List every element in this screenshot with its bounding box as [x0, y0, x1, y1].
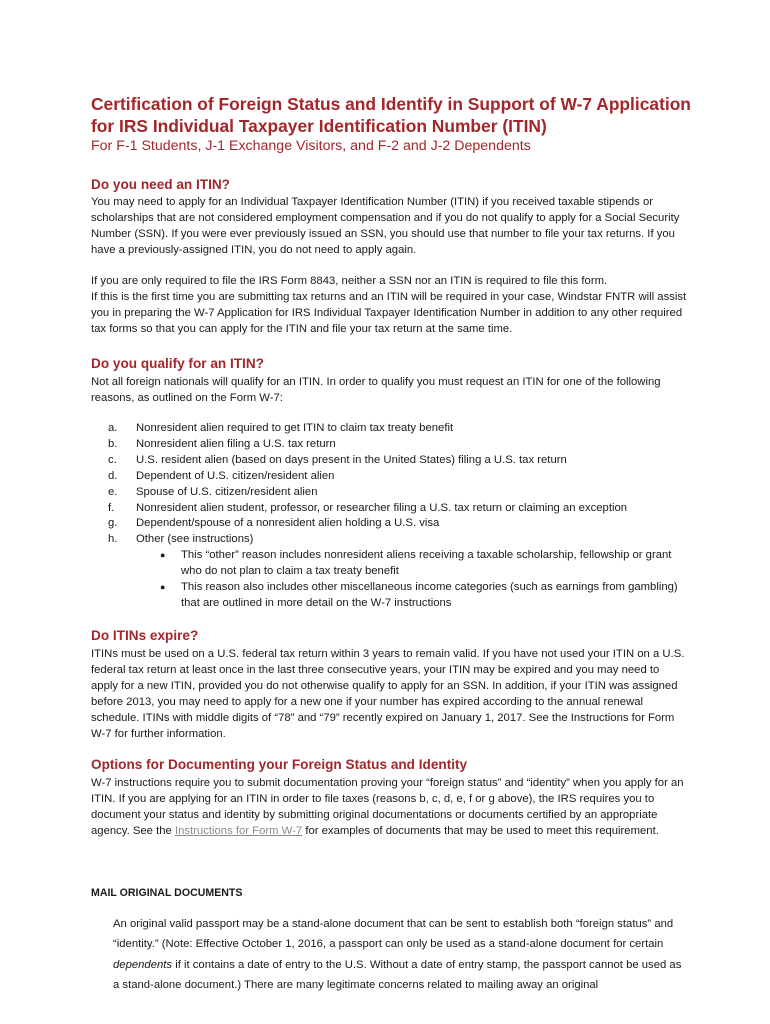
paragraph-mail-documents: An original valid passport may be a stand-alone document that can be sent to establish both “foreign status” and “identity.” (Note: Effective October 1, 2016, a passport can only be used as a stand-alone document for certain dependents if it contains a date of entry to the U.S. Without a date of entry stamp, the passport cannot be used as a stand-alone document.) There are many legitimate concerns related to mailing away an original [113, 918, 682, 991]
heading-itins-expire: Do ITINs expire? [91, 628, 199, 643]
list-item: h. Other (see instructions) [108, 533, 254, 546]
list-item: b. Nonresident alien filing a U.S. tax return [108, 437, 336, 450]
heading-need-itin: Do you need an ITIN? [91, 177, 230, 192]
list-item: f. Nonresident alien student, professor, or researcher filing a U.S. tax return or claiming an exception [108, 501, 628, 514]
list-item: g. Dependent/spouse of a nonresident alien holding a U.S. visa [108, 517, 440, 530]
paragraph-need-itin: You may need to apply for an Individual Taxpayer Identification Number (ITIN) if you received taxable stipends or scholarships that are not considered employment compensation and if you do not qualify to apply for a Social Security Number (SSN). If you were ever previously issued an SSN, you should use that number to file your tax returns. If you have a previously-assigned ITIN, you do not need to apply again. [91, 196, 680, 256]
heading-qualify-itin: Do you qualify for an ITIN? [91, 356, 264, 371]
paragraph-form-8843: If you are only required to file the IRS Form 8843, neither a SSN nor an ITIN is required to file this form. [91, 275, 608, 287]
list-item: e. Spouse of U.S. citizen/resident alien [108, 485, 318, 498]
bullet-icon: ● [160, 550, 166, 560]
list-item: d. Dependent of U.S. citizen/resident alien [108, 469, 335, 482]
page-title: Certification of Foreign Status and Identify in Support of W-7 Application for IRS Individual Taxpayer Identification Number (ITIN) [91, 94, 691, 136]
paragraph-windstar: If this is the first time you are submitting tax returns and an ITIN will be required in your case, Windstar FNTR will assist you in preparing the W-7 Application for IRS Individual Taxpayer Identification Number in addition to any other required tax forms so that you can apply for the ITIN and file your tax return at the same time. [91, 291, 687, 335]
page-subtitle: For F-1 Students, J-1 Exchange Visitors, and F-2 and J-2 Dependents [91, 138, 531, 154]
paragraph-documenting-options: W-7 instructions require you to submit documentation proving your “foreign status” and “identity” when you apply for an ITIN. If you are applying for an ITIN in order to file taxes (reasons b, c, d, e, f or g above), the IRS requires you to document your status and identity by submitting original documentations or documents certified by an appropriate agency. See the Instructions for Form W-7 for examples of documents that may be used to meet this requirement. [91, 777, 684, 837]
heading-documenting-options: Options for Documenting your Foreign Status and Identity [91, 757, 468, 772]
list-item: ● This reason also includes other miscellaneous income categories (such as earnings from gambling) that are outlined in more detail on the W-7 instructions [160, 580, 680, 612]
w7-instructions-link[interactable]: Instructions for Form W-7 [174, 825, 303, 837]
list-item: a. Nonresident alien required to get ITIN to claim tax treaty benefit [108, 422, 454, 434]
list-item: ● This “other” reason includes nonresident aliens receiving a taxable scholarship, fellowship or grant who do not plan to claim a tax treaty benefit [160, 548, 680, 580]
paragraph-itins-expire: ITINs must be used on a U.S. federal tax return within 3 years to remain valid. If you have not used your ITIN on a U.S. federal tax return at least once in the last three consecutive years, your ITIN may be expired and you may need to apply for a new ITIN, provided you do not otherwise qualify to apply for an SSN. In addition, if your ITIN was assigned before 2013, you may need to apply for a new one if your number has expired according to the annual renewal schedule. ITINs with middle digits of “78” and “79” recently expired on January 1, 2017. See the Instructions for Form W-7 for further information. [91, 648, 685, 740]
heading-mail-documents: MAIL ORIGINAL DOCUMENTS [91, 887, 243, 899]
list-item: c. U.S. resident alien (based on days present in the United States) filing a U.S. tax return [108, 453, 567, 466]
other-reason-bullets [160, 548, 680, 612]
paragraph-qualify-intro: Not all foreign nationals will qualify for an ITIN. In order to qualify you must request an ITIN for one of the following reasons, as outlined on the Form W-7: [91, 376, 661, 404]
reasons-list [108, 421, 627, 548]
bullet-icon: ● [160, 581, 166, 592]
